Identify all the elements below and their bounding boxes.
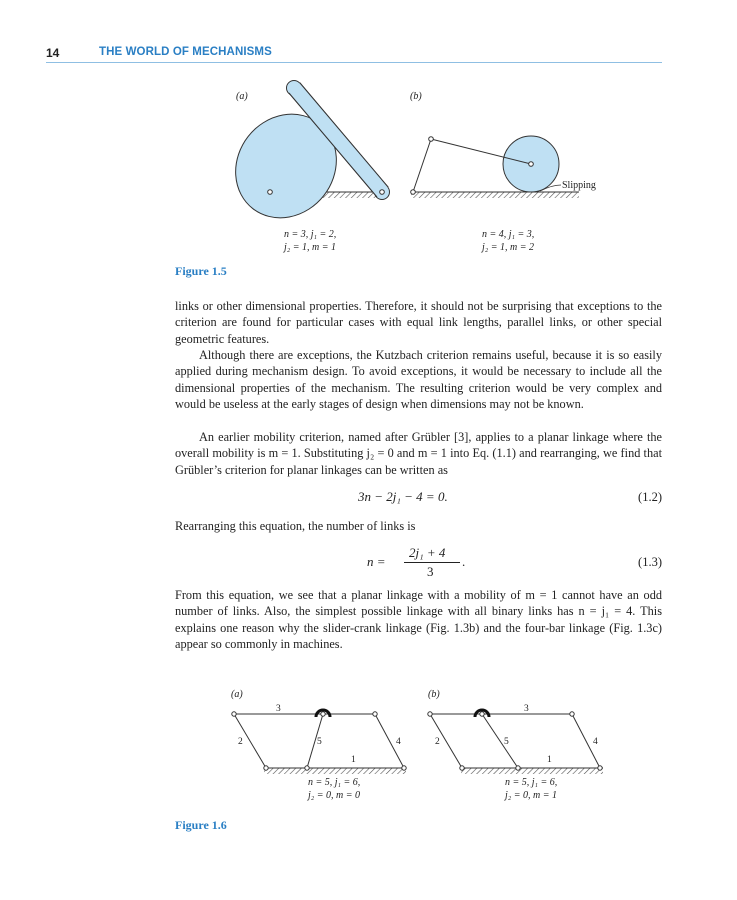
crank-link bbox=[413, 139, 431, 192]
ground-hatch bbox=[411, 192, 579, 198]
equation-1-3-denominator: 3 bbox=[427, 564, 434, 579]
fig-1-6a-eq1: n = 5, j₁ = 6, bbox=[308, 777, 361, 788]
equation-1-3-number: (1.3) bbox=[638, 555, 662, 569]
fig-1-6a-eq2: j₂ = 0, m = 0 bbox=[308, 790, 360, 801]
page-number: 14 bbox=[46, 46, 60, 60]
equation-1-2: 3n − 2j₁ − 4 = 0. bbox=[358, 489, 448, 504]
ground-hatch bbox=[264, 768, 406, 774]
link-label-5: 5 bbox=[504, 737, 509, 747]
pin-joint-icon bbox=[428, 712, 432, 716]
paragraph-4: Rearranging this equation, the number of links is bbox=[175, 519, 416, 533]
cam-pivot-icon bbox=[268, 190, 273, 195]
equation-1-2-number: (1.2) bbox=[638, 490, 662, 504]
fig-1-6a-label: (a) bbox=[231, 689, 243, 700]
equation-1-3-numerator: 2j₁ + 4 bbox=[409, 545, 446, 560]
figure-1-6b bbox=[428, 689, 603, 801]
pin-joint-icon bbox=[429, 137, 434, 142]
fig-1-5a-label: (a) bbox=[236, 91, 248, 102]
fig-1-5b-label: (b) bbox=[410, 91, 422, 102]
ground-pivot-icon bbox=[411, 190, 416, 195]
link-label-3: 3 bbox=[276, 704, 281, 714]
equation-1-3-lhs: n = bbox=[367, 554, 386, 569]
link-label-2: 2 bbox=[238, 737, 243, 747]
fig-1-5b-eq2: j₂ = 1, m = 2 bbox=[482, 242, 534, 253]
link-label-4: 4 bbox=[593, 737, 598, 747]
fig-1-6b-label: (b) bbox=[428, 689, 440, 700]
pin-joint-icon bbox=[321, 712, 325, 716]
paragraph-1: links or other dimensional properties. Therefore, it should not be surprising that exceptions to the criterion are found for particular cases with equal link lengths, parallel links, or other special geometric features. bbox=[175, 299, 662, 346]
wheel-center-icon bbox=[529, 162, 534, 167]
ground-pivot-icon bbox=[402, 766, 406, 770]
fig-1-5a-eq2: j₂ = 1, m = 1 bbox=[284, 242, 336, 253]
link-label-1: 1 bbox=[351, 755, 356, 765]
cam-link bbox=[215, 94, 357, 238]
link-5 bbox=[482, 714, 518, 768]
ground-hatch bbox=[461, 768, 603, 774]
figure-1-6a bbox=[231, 689, 406, 801]
fig-1-6b-eq2: j₂ = 0, m = 1 bbox=[505, 790, 557, 801]
paragraph-3: An earlier mobility criterion, named after Grübler [3], applies to a planar linkage where the overall mobility is m = 1. Substituting j₂ = 0 and m = 1 into Eq. (1.1) and rearranging, we find that Grübler’s criterion for planar linkages can be written as bbox=[175, 430, 662, 477]
ground-pivot-icon bbox=[305, 766, 309, 770]
figure-1-6-caption: Figure 1.6 bbox=[175, 818, 227, 832]
figure-1-5a bbox=[215, 81, 390, 254]
link-label-5: 5 bbox=[317, 737, 322, 747]
pin-joint-icon bbox=[480, 712, 484, 716]
figure-1-5-caption: Figure 1.5 bbox=[175, 264, 227, 278]
equation-1-3-period: . bbox=[462, 554, 466, 569]
fraction-bar bbox=[404, 562, 460, 563]
pin-joint-icon bbox=[373, 712, 377, 716]
ground-pivot-icon bbox=[460, 766, 464, 770]
fig-1-5a-eq1: n = 3, j₁ = 2, bbox=[284, 229, 337, 240]
ground-pivot-icon bbox=[264, 766, 268, 770]
slipping-label: Slipping bbox=[562, 180, 596, 191]
figure-1-5b bbox=[410, 91, 596, 253]
ground-pivot-icon bbox=[516, 766, 520, 770]
link-label-2: 2 bbox=[435, 737, 440, 747]
chapter-title: THE WORLD OF MECHANISMS bbox=[99, 46, 272, 58]
paragraph-5: From this equation, we see that a planar linkage with a mobility of m = 1 cannot have an odd number of links. Also, the simplest possible linkage with all binary links has n = j₁ = 4. This explains one reason why the slider-crank linkage (Fig. 1.3b) and the four-bar linkage (Fig. 1.3c) appear so commonly in machines. bbox=[175, 588, 662, 651]
link-label-4: 4 bbox=[396, 737, 401, 747]
link-label-3: 3 bbox=[524, 704, 529, 714]
pin-joint-icon bbox=[570, 712, 574, 716]
paragraph-2: Although there are exceptions, the Kutzbach criterion remains useful, because it is so easily applied during mechanism design. To avoid exceptions, it would be necessary to include all the dimensional properties of the mechanism. The resulting criterion would be very complex and would be useless at the early stages of design when dimensions may not be known. bbox=[175, 348, 662, 411]
fig-1-6b-eq1: n = 5, j₁ = 6, bbox=[505, 777, 558, 788]
pin-joint-icon bbox=[232, 712, 236, 716]
ground-pivot-icon bbox=[598, 766, 602, 770]
fig-1-5b-eq1: n = 4, j₁ = 3, bbox=[482, 229, 535, 240]
follower-pivot-icon bbox=[380, 190, 385, 195]
link-label-1: 1 bbox=[547, 755, 552, 765]
